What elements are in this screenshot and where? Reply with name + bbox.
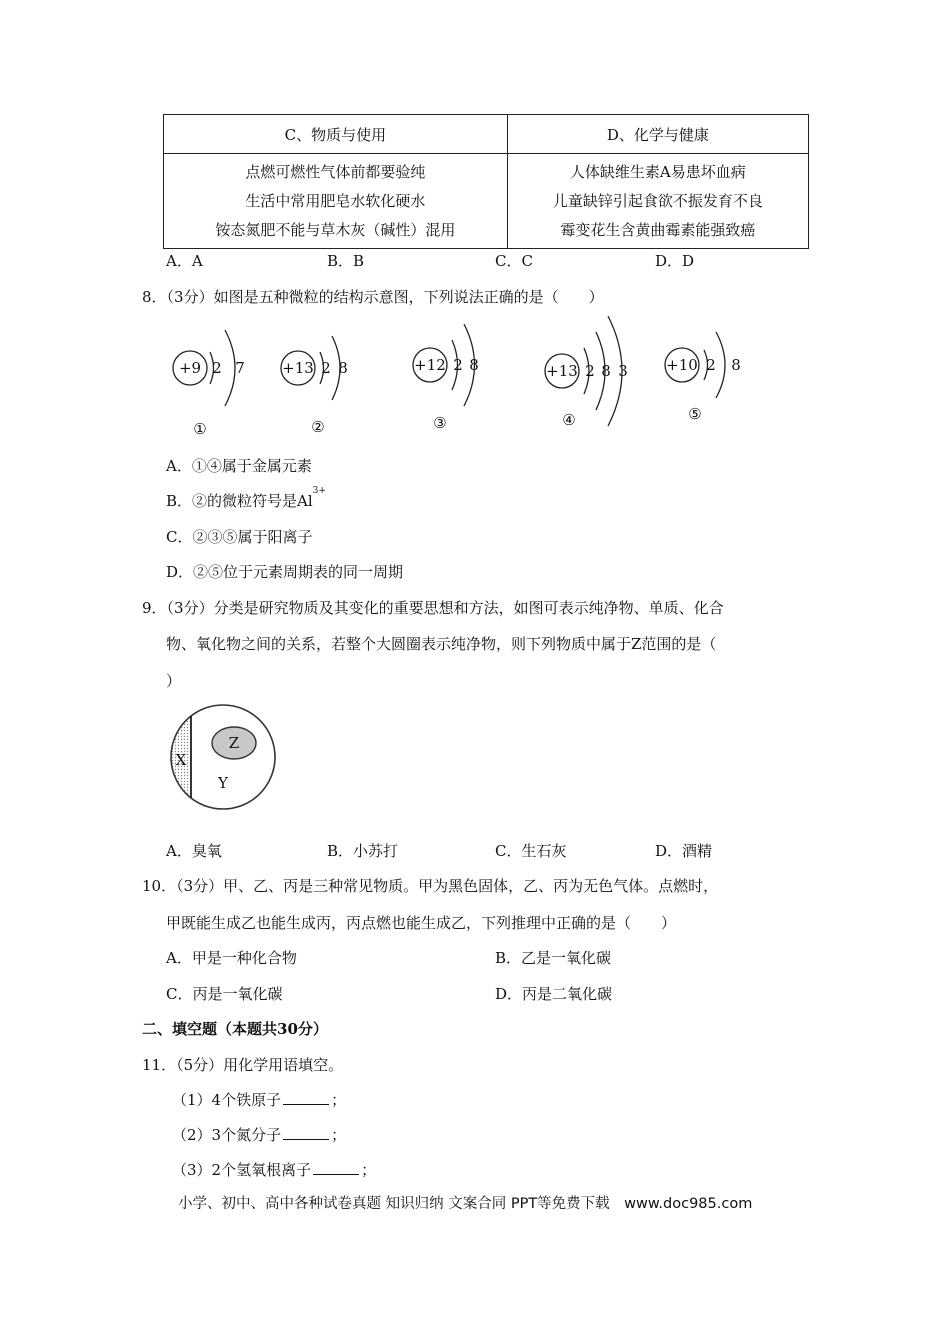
table-line: 儿童缺锌引起食欲不振发育不良 (552, 191, 763, 210)
q10-stem-line1: 10．（3分）甲、乙、丙是三种常见物质。甲为黑色固体，乙、丙为无色气体。点燃时， (142, 877, 719, 895)
shell-electrons: 7 (235, 359, 245, 377)
atom-structure-diagrams (150, 310, 790, 440)
q8-stem: 8．（3分）如图是五种微粒的结构示意图，下列说法正确的是（ ） (142, 288, 604, 306)
shell-electrons: 2 (212, 359, 222, 377)
shell-electrons: 2 (706, 356, 716, 374)
q7-option-a: A．A (166, 252, 203, 270)
answer-blank[interactable] (313, 1162, 359, 1175)
q9-stem-line2: 物、氧化物之间的关系，若整个大圆圈表示纯净物，则下列物质中属于Z范围的是（ (166, 635, 717, 653)
shell-electrons: 2 (585, 362, 595, 380)
q8-option-c: C．②③⑤属于阳离子 (166, 528, 313, 546)
shell-electrons: 8 (601, 362, 611, 380)
atom-diagram-1 (173, 330, 245, 438)
section-heading: 二、填空题（本题共30分） (142, 1020, 328, 1038)
table-line: 点燃可燃性气体前都要验纯 (245, 162, 426, 181)
atom-label: ③ (433, 414, 447, 432)
q11-item-3 (172, 1159, 376, 1180)
item-suffix: ； (361, 1161, 377, 1179)
venn-label-z: Z (228, 734, 240, 752)
q8-option-b (166, 486, 326, 511)
atom-diagram-4 (545, 316, 628, 429)
ion-charge-superscript: 3+ (312, 486, 326, 496)
q10-stem-line2: 甲既能生成乙也能生成丙，丙点燃也能生成乙，下列推理中正确的是（ ） (166, 914, 677, 932)
q10-option-c: C．丙是一氧化碳 (166, 985, 283, 1003)
nucleus-charge: +13 (282, 359, 314, 377)
shell-electrons: 8 (731, 356, 741, 374)
q11-item-1 (172, 1089, 346, 1110)
table-cell-c (164, 154, 508, 249)
q11-item-text: （1）4个铁原子 (172, 1091, 282, 1109)
answer-blank[interactable] (283, 1127, 329, 1140)
table-cell-d (507, 154, 808, 249)
shell-electrons: 3 (618, 362, 628, 380)
q9-option-a: A．臭氧 (166, 842, 222, 860)
atom-diagram-3 (413, 324, 479, 432)
q8-option-d: D．②⑤位于元素周期表的同一周期 (166, 563, 404, 581)
q9-option-b: B．小苏打 (327, 842, 399, 860)
table-header-d: D、化学与健康 (507, 115, 808, 154)
atom-diagram-5 (665, 332, 741, 423)
item-suffix: ； (331, 1126, 347, 1144)
nucleus-charge: +13 (546, 362, 578, 380)
q10-option-a: A．甲是一种化合物 (166, 949, 297, 967)
nucleus-charge: +9 (178, 359, 202, 377)
atom-label: ④ (562, 411, 576, 429)
table-line: 生活中常用肥皂水软化硬水 (245, 191, 426, 210)
shell-electrons: 2 (321, 359, 331, 377)
table-header-c: C、物质与使用 (164, 115, 508, 154)
knowledge-table (163, 114, 809, 249)
q10-option-d: D．丙是二氧化碳 (495, 985, 613, 1003)
q8-option-b-text: B．②的微粒符号是Al (166, 492, 313, 510)
q11-item-text: （3）2个氢氧根离子 (172, 1161, 312, 1179)
q9-option-c: C．生石灰 (495, 842, 567, 860)
atom-label: ② (311, 418, 325, 436)
q7-option-b: B．B (327, 252, 365, 270)
venn-label-x: X (175, 751, 187, 769)
classification-venn-diagram (165, 702, 285, 814)
page-footer: 小学、初中、高中各种试卷真题 知识归纳 文案合同 PPT等免费下载 www.doc985.com (178, 1196, 753, 1212)
table-line: 霉变花生含黄曲霉素能强致癌 (560, 220, 756, 239)
atom-diagram-2 (281, 336, 348, 436)
q8-option-a: A．①④属于金属元素 (166, 457, 312, 475)
q9-option-d: D．酒精 (655, 842, 713, 860)
nucleus-charge: +10 (666, 356, 698, 374)
q11-item-2 (172, 1124, 346, 1145)
atom-label: ⑤ (688, 405, 702, 423)
q7-option-d: D．D (655, 252, 695, 270)
venn-label-y: Y (218, 774, 228, 792)
q9-stem-line3: ） (166, 672, 182, 690)
shell-electrons: 8 (469, 356, 479, 374)
table-line: 铵态氮肥不能与草木灰（碱性）混用 (215, 220, 456, 239)
shell-electrons: 2 (453, 356, 463, 374)
table-line: 人体缺维生素A易患坏血病 (569, 162, 746, 181)
q11-item-text: （2）3个氮分子 (172, 1126, 282, 1144)
q7-option-c: C．C (495, 252, 533, 270)
q9-stem-line1: 9．（3分）分类是研究物质及其变化的重要思想和方法，如图可表示纯净物、单质、化合 (142, 599, 724, 617)
nucleus-charge: +12 (414, 356, 446, 374)
item-suffix: ； (331, 1091, 347, 1109)
shell-electrons: 8 (338, 359, 348, 377)
answer-blank[interactable] (283, 1092, 329, 1105)
q10-option-b: B．乙是一氧化碳 (495, 949, 612, 967)
atom-label: ① (193, 420, 207, 438)
q11-stem: 11．（5分）用化学用语填空。 (142, 1056, 344, 1074)
